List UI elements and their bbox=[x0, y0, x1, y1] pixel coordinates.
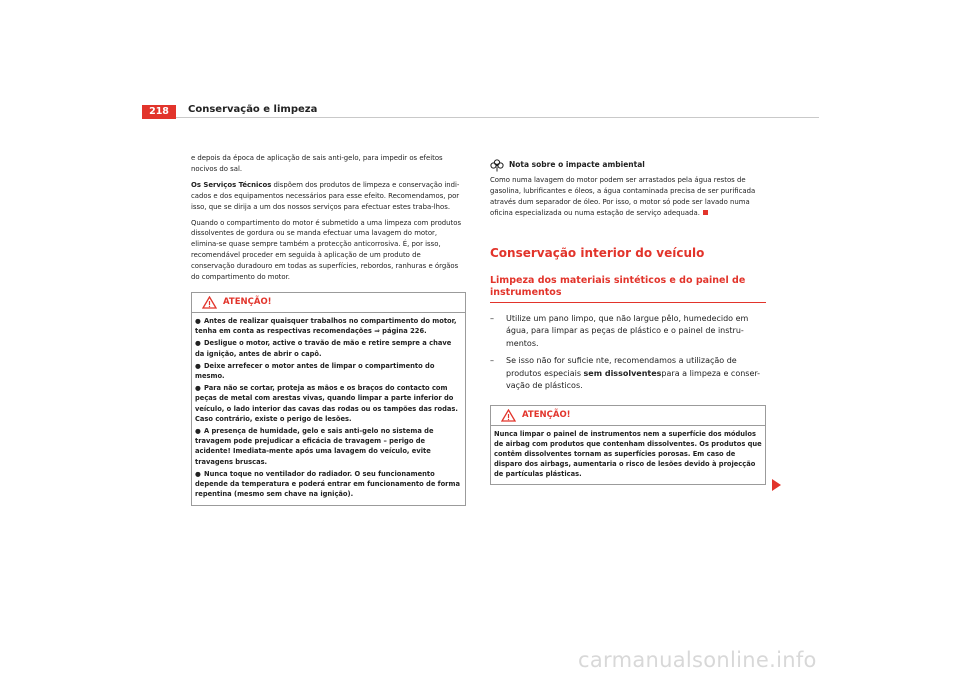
paragraph-1: e depois da época de aplicação de sais anti-gelo, para impedir os efeitos nocivos do sal. bbox=[191, 154, 443, 173]
warning-title: ATENÇÃO! bbox=[522, 409, 571, 420]
bullet-icon: ● bbox=[195, 339, 201, 348]
warning-box-left bbox=[191, 292, 466, 506]
step-2 bbox=[490, 355, 766, 393]
header-rule bbox=[142, 117, 819, 118]
warning-bullet-text: A presença de humidade, gelo e sais anti-gelo no sistema de travagem pode prejudicar a eficácia de travagem – perigo de acidente! Imediata-mente após uma lavagem do veículo, evite travagens bruscas. bbox=[195, 427, 434, 466]
sub-title: Limpeza dos materiais sintéticos e do painel de instrumentos bbox=[490, 275, 766, 303]
paragraph-3: Quando o compartimento do motor é submetido a uma limpeza com produtos dissolventes de gordura ou se manda efectuar uma lavagem do motor, elimina-se quase sempre também a protecção anticorrosiva. É, por isso, recomendável proceder em seguida à aplicação de um produto de conservação duradouro em todas as superfícies, rebordos, ranhuras e órgãos do compartimento do motor. bbox=[191, 218, 462, 282]
step-2-text bbox=[506, 355, 766, 393]
flower-environment-icon bbox=[490, 159, 504, 172]
warning-bullet-text: Desligue o motor, active o travão de mão e retire sempre a chave da ignição, antes de abrir o capô. bbox=[195, 339, 452, 358]
header-title: Conservação e limpeza bbox=[188, 104, 318, 115]
paragraph-2-text: dispõem dos produtos de limpeza e conservação indi-cados e dos equipamentos necessários para esse efeito. Recomendamos, por isso, que se dirija a um dos nossos serviços para efectuar estes traba-lhos. bbox=[191, 180, 460, 211]
step-dash: – bbox=[490, 313, 494, 323]
warning-bullet bbox=[195, 361, 462, 381]
environment-note-text bbox=[490, 175, 766, 219]
left-column bbox=[191, 153, 466, 506]
warning-bullet-text: Para não se cortar, proteja as mãos e os braços do contacto com peças de metal com arestas vivas, quando limpar a parte inferior do veículo, o lado interior das cavas das rodas ou os tampões das rodas. Caso contrário, existe o perigo de lesões. bbox=[195, 384, 458, 423]
step-2-post: para a limpeza e conser-vação de plásticos. bbox=[506, 368, 761, 391]
warning-bullet-text: Nunca toque no ventilador do radiador. O seu funcionamento depende da temperatura e poderá entrar em funcionamento de forma repentina (mesmo sem chave na ignição). bbox=[195, 469, 460, 499]
warning-bullet bbox=[195, 469, 462, 500]
warning-bullet-text: Antes de realizar quaisquer trabalhos no compartimento do motor, tenha em conta as respectivas recomendações ⇒ página 226. bbox=[195, 316, 457, 336]
paragraph-2 bbox=[191, 180, 466, 213]
warning-text: Nunca limpar o painel de instrumentos nem a superfície dos módulos de airbag com produtos que contenham dissolventes. Os produtos que contêm dissolventes tornam as superfícies porosas. Em caso de disparo dos airbags, aumentaria o risco de lesões devido à projecção de partículas plásticas. bbox=[494, 429, 762, 479]
bullet-icon: ● bbox=[195, 384, 201, 393]
bullet-icon: ● bbox=[195, 316, 201, 325]
services-term: Os Serviços Técnicos bbox=[191, 180, 272, 189]
end-of-section-icon bbox=[703, 210, 708, 215]
warning-bullet bbox=[195, 316, 462, 336]
warning-header bbox=[192, 293, 465, 313]
step-1-text: Utilize um pano limpo, que não largue pêlo, humedecido em água, para limpar as peças de plástico e o painel de instru-mentos. bbox=[506, 313, 749, 348]
environment-note-header bbox=[490, 159, 766, 172]
section-title: Conservação interior do veículo bbox=[490, 245, 705, 260]
environment-note-title: Nota sobre o impacte ambiental bbox=[509, 160, 645, 170]
bullet-icon: ● bbox=[195, 361, 201, 370]
warning-bullet bbox=[195, 383, 462, 424]
warning-header bbox=[491, 406, 765, 426]
warning-bullet-text: Deixe arrefecer o motor antes de limpar o compartimento do mesmo. bbox=[195, 361, 435, 380]
warning-triangle-icon bbox=[202, 296, 217, 309]
step-dash: – bbox=[490, 356, 494, 366]
step-2-pre: Se isso não for suficie nte, recomendamos a utilização de produtos especiais bbox=[506, 356, 737, 378]
bullet-icon: ● bbox=[195, 469, 201, 478]
step-1 bbox=[490, 313, 766, 351]
step-2-bold: sem dissolventes bbox=[583, 368, 662, 378]
bullet-icon: ● bbox=[195, 427, 201, 435]
watermark: carmanualsonline.info bbox=[578, 648, 817, 672]
warning-bullet bbox=[195, 426, 462, 467]
warning-box-right bbox=[490, 405, 766, 485]
warning-bullet bbox=[195, 338, 462, 358]
environment-note-body: Como numa lavagem do motor podem ser arrastados pela água restos de gasolina, lubrificantes e óleos, a água contaminada precisa de ser purificada através dum separador de óleo. Por isso, o motor só pode ser lavado numa oficina especializada ou numa estação de serviço adequada. bbox=[490, 176, 756, 217]
page-number: 218 bbox=[142, 105, 176, 119]
right-column bbox=[490, 160, 766, 485]
warning-title: ATENÇÃO! bbox=[223, 297, 272, 308]
next-page-arrow-icon bbox=[772, 479, 781, 491]
warning-triangle-icon bbox=[501, 409, 516, 422]
